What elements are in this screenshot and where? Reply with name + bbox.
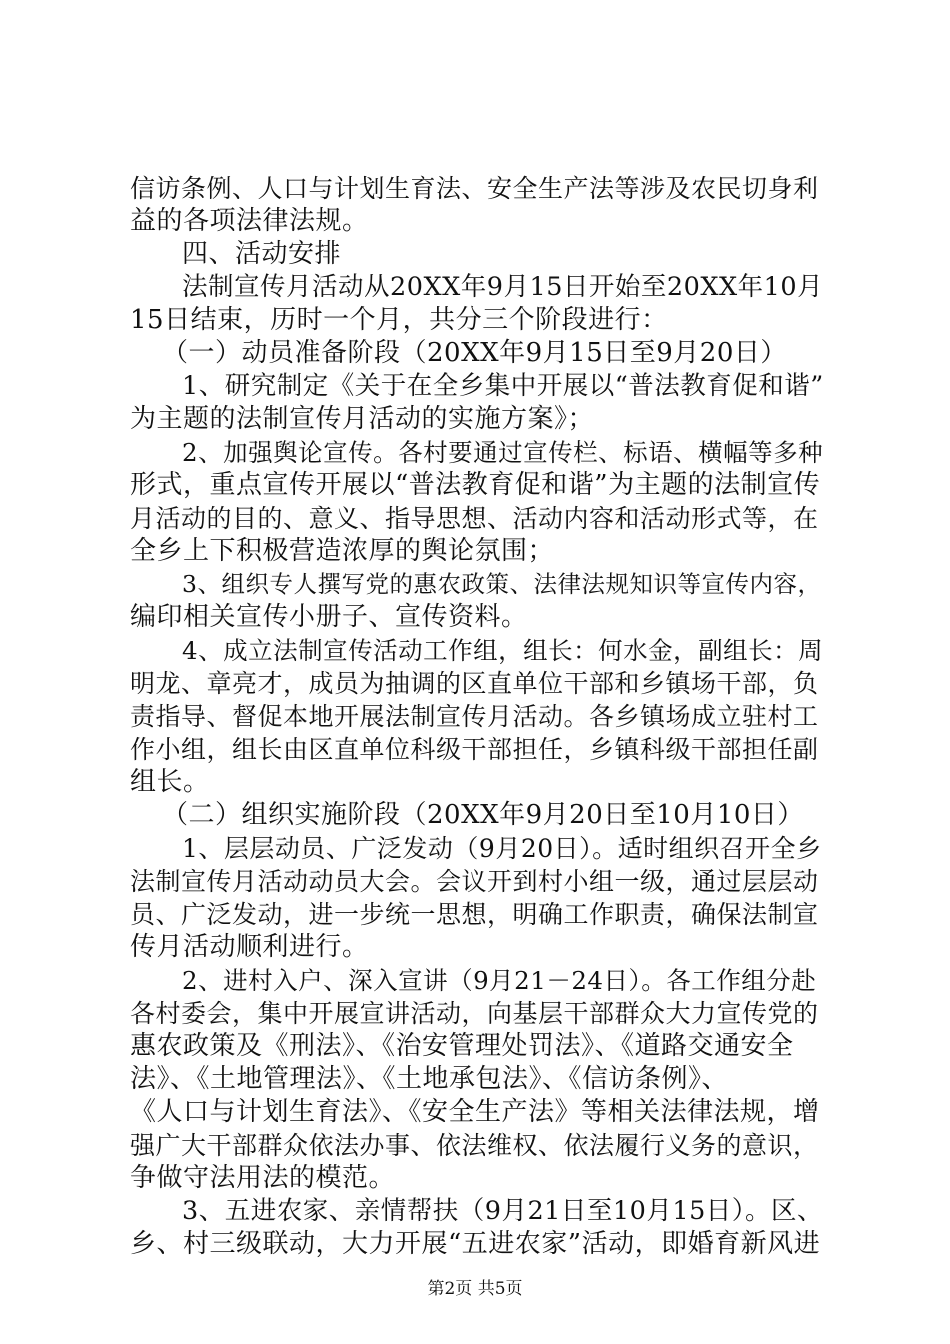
text-line: 月活动的目的、意义、指导思想、活动内容和活动形式等，在 [130,504,819,533]
text-line: 全乡上下积极营造浓厚的舆论氛围； [130,536,555,566]
text-line: 强广大干部群众依法办事、依法维权、依法履行义务的意识， [130,1131,819,1160]
text-line: 4、成立法制宣传活动工作组，组长：何水金，副组长：周 [182,636,824,665]
text-line: 3、组织专人撰写党的惠农政策、法律法规知识等宣传内容， [182,570,822,598]
text-line: 《人口与计划生育法》、《安全生产法》等相关法律法规，增 [130,1097,820,1127]
text-line: 信访条例、人口与计划生育法、安全生产法等涉及农民切身利 [130,174,819,203]
text-line: 作小组，组长由区直单位科级干部担任，乡镇科级干部担任副 [130,735,819,764]
text-line: 2、加强舆论宣传。各村要通过宣传栏、标语、横幅等多种 [182,438,824,467]
text-line: 15日结束，历时一个月，共分三个阶段进行： [130,305,668,335]
text-line: 法》、《土地管理法》、《土地承包法》、《信访条例》、 [130,1064,729,1094]
page-number-footer: 第2页 共5页 [427,1279,523,1299]
text-line: 责指导、督促本地开展法制宣传月活动。各乡镇场成立驻村工 [130,702,819,731]
subsection-heading: （二）组织实施阶段（20XX年9月20日至10月10日） [162,800,804,830]
text-line: 法制宣传月活动从20XX年9月15日开始至20XX年10月 [182,272,824,302]
text-line: 编印相关宣传小册子、宣传资料。 [130,602,528,632]
text-line: 1、层层动员、广泛发动（9月20日）。适时组织召开全乡 [182,834,822,863]
section-heading: 四、活动安排 [182,239,342,269]
text-line: 乡、村三级联动，大力开展“五进农家”活动，即婚育新风进 [130,1229,821,1259]
subsection-heading: （一）动员准备阶段（20XX年9月15日至9月20日） [162,338,787,368]
text-line: 益的各项法律法规。 [130,206,369,236]
text-line: 明龙、章亮才，成员为抽调的区直单位干部和乡镇场干部，负 [130,669,819,698]
text-line: 惠农政策及《刑法》、《治安管理处罚法》、《道路交通安全 [130,1031,794,1061]
text-line: 争做守法用法的模范。 [130,1163,396,1193]
text-line: 为主题的法制宣传月活动的实施方案》； [130,404,595,434]
text-line: 各村委会，集中开展宣讲活动，向基层干部群众大力宣传党的 [130,999,819,1028]
text-line: 1、研究制定《关于在全乡集中开展以“普法教育促和谐” [182,371,824,401]
text-line: 2、进村入户、深入宣讲（9月21－24日）。各工作组分赴 [182,966,817,995]
text-line: 传月活动顺利进行。 [130,932,369,962]
text-line: 员、广泛发动，进一步统一思想，明确工作职责，确保法制宣 [130,900,819,929]
text-line: 形式，重点宣传开展以“普法教育促和谐”为主题的法制宣传 [130,470,821,500]
text-line: 法制宣传月活动动员大会。会议开到村小组一级，通过层层动 [130,867,819,896]
text-line: 3、五进农家、亲情帮扶（9月21日至10月15日）。区、 [182,1196,824,1226]
text-line: 组长。 [130,767,210,797]
